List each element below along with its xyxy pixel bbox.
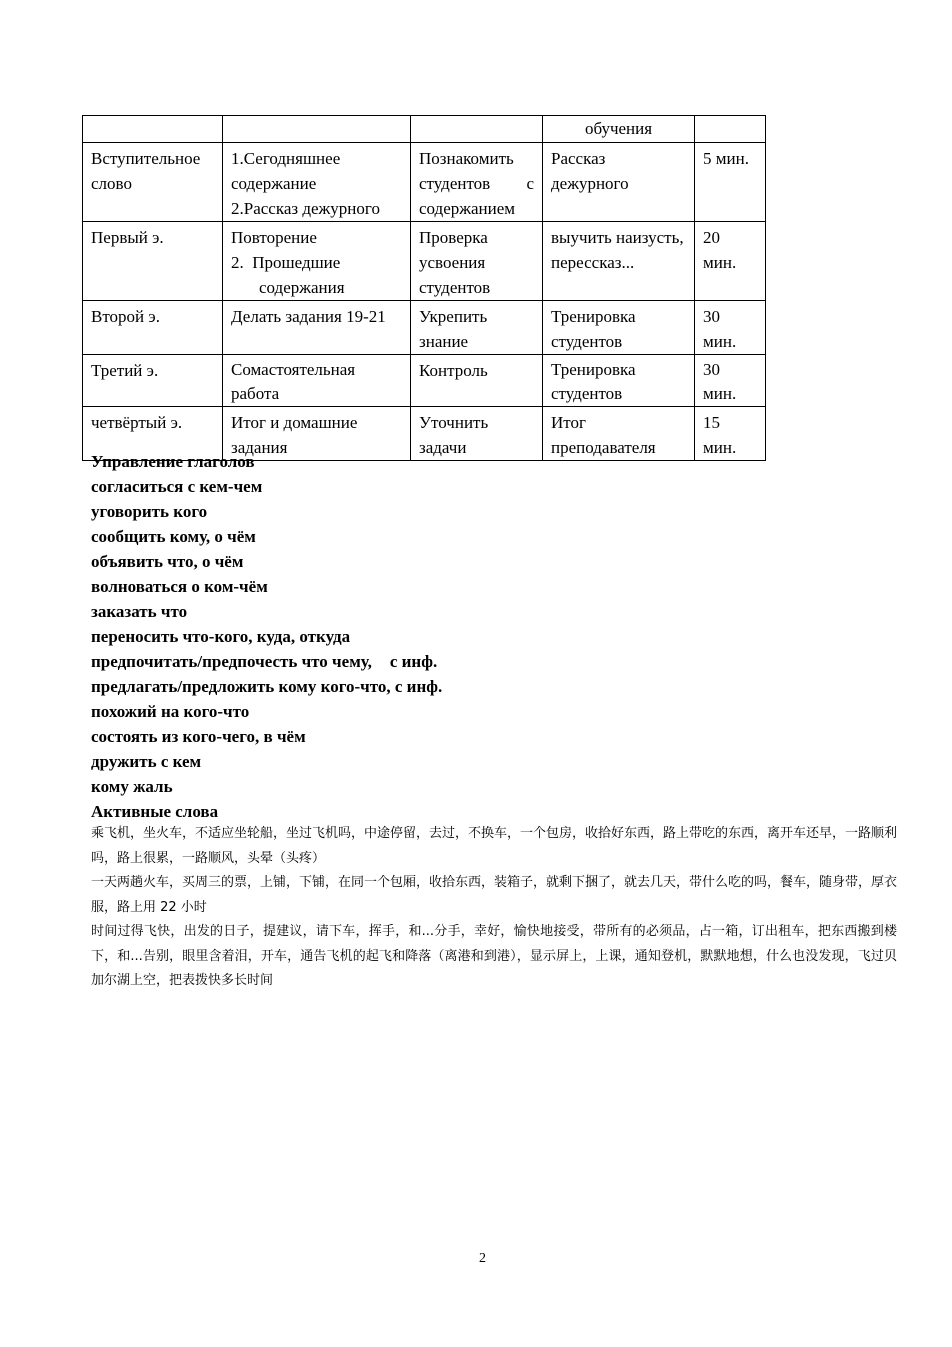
paragraph: 乘飞机，坐火车，不适应坐轮船，坐过飞机吗，中途停留，去过，不换车，一个包房，收拾好东西，路上带吃的东西，离开车还早，一路顺利吗，路上很累，一路顺风，头晕（头疼） (91, 826, 898, 866)
list-item-part: с инф. (389, 652, 438, 671)
time-cell: 30 мин. (695, 355, 766, 407)
list-item: волноваться о ком-чём (91, 577, 268, 596)
list-item (91, 649, 442, 674)
stage-cell: Второй э. (83, 301, 223, 355)
content-line: 2. Прошедшие (231, 253, 341, 272)
list-item: объявить что, о чём (91, 552, 244, 571)
table-row (83, 301, 766, 355)
list-item: заказать что (91, 602, 188, 621)
stage-cell: четвёртый э. (83, 407, 223, 461)
content-line: Повторение (231, 228, 317, 247)
list-item: предлагать/предложить кому кого-что, с инф. (91, 677, 443, 696)
table-row (83, 143, 766, 222)
verb-government-section (91, 449, 442, 824)
table-cell: обучения (543, 116, 695, 143)
content-cell (223, 222, 411, 301)
paragraph: 一天两趟火车，买周三的票，上铺，下铺，在同一个包厢，收拾东西，装箱子，就剩下捆了，就去几天，带什么吃的吗，餐车，随身带，厚衣服，路上用 22 小时 (91, 875, 898, 915)
stage-cell: Первый э. (83, 222, 223, 301)
stage-cell: Третий э. (83, 355, 223, 407)
table-row (83, 116, 766, 143)
goal-cell: Проверка усвоения студентов (411, 222, 543, 301)
section-heading: Активные слова (91, 802, 219, 821)
content-line: 2.Рассказ дежурного (231, 199, 380, 218)
list-item: кому жаль (91, 777, 173, 796)
table-row (83, 355, 766, 407)
list-item-part: предпочитать/предпочесть что чему, (91, 652, 372, 671)
content-cell (223, 143, 411, 222)
list-item: согласиться с кем-чем (91, 477, 263, 496)
time-cell: 15 мин. (695, 407, 766, 461)
list-item: сообщить кому, о чём (91, 527, 256, 546)
time-cell: 20 мин. (695, 222, 766, 301)
list-item: дружить с кем (91, 752, 202, 771)
method-cell: Тренировка студентов (543, 301, 695, 355)
section-heading: Управление глаголов (91, 452, 255, 471)
table-cell (411, 116, 543, 143)
active-words-section (91, 822, 897, 994)
goal-cell: Уточнить задачи (411, 407, 543, 461)
lesson-plan-table (82, 115, 766, 461)
table-cell (83, 116, 223, 143)
goal-cell: Познакомить студентов с содержанием (411, 143, 543, 222)
list-item: похожий на кого-что (91, 702, 250, 721)
list-item: состоять из кого-чего, в чём (91, 727, 306, 746)
goal-cell: Укрепить знание (411, 301, 543, 355)
table-row (83, 222, 766, 301)
table-cell (223, 116, 411, 143)
content-cell: Сомастоятельная работа (223, 355, 411, 407)
page-number: 2 (479, 1251, 486, 1266)
content-cell: Делать задания 19-21 (223, 301, 411, 355)
method-cell: Тренировка студентов (543, 355, 695, 407)
stage-cell: Вступительное слово (83, 143, 223, 222)
goal-cell: Контроль (411, 355, 543, 407)
content-line: 1.Сегодняшнее содержание (231, 149, 341, 193)
list-item: уговорить кого (91, 502, 208, 521)
time-cell: 5 мин. (695, 143, 766, 222)
list-item: переносить что-кого, куда, откуда (91, 627, 351, 646)
content-line: содержания (259, 278, 345, 297)
table-cell (695, 116, 766, 143)
content-cell: Итог и домашние задания (223, 407, 411, 461)
method-cell: Рассказ дежурного (543, 143, 695, 222)
method-cell: выучить наизусть, перессказ... (543, 222, 695, 301)
time-cell: 30 мин. (695, 301, 766, 355)
paragraph: 时间过得飞快，出发的日子，提建议，请下车，挥手，和...分手，幸好，愉快地接受，带所有的必须品，占一箱，订出租车，把东西搬到楼下，和...告别，眼里含着泪，开车，通告飞机的起飞和降落（离港和到港），显示屏上，上课，通知登机，默默地想，什么也没发现，飞过贝加尔湖上空，把表拨快多长时间 (91, 924, 897, 988)
method-cell: Итог преподавателя (543, 407, 695, 461)
